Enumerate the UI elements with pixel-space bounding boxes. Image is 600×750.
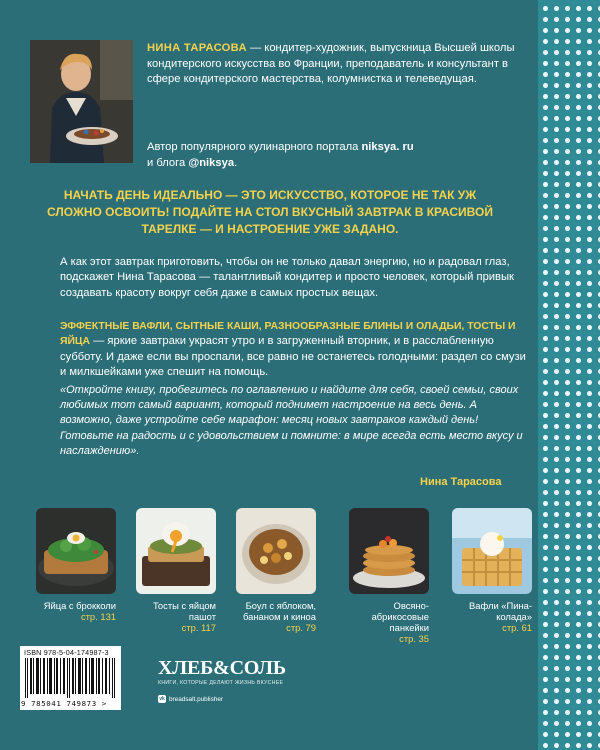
dish-card	[136, 508, 216, 633]
dish-photo-poached-egg-toast	[136, 508, 216, 594]
dish-caption	[36, 600, 116, 622]
dish-title: Овсяно-абрикосовые панкейки	[371, 600, 429, 633]
barcode-bars	[25, 658, 116, 698]
dish-card	[349, 508, 429, 644]
author-name: НИНА ТАРАСОВА	[147, 42, 247, 54]
dish-caption	[452, 600, 532, 633]
author-bio-text: — кондитер-художник, выпускница Высшей школы кондитерского искусства во Франции, преподаватель и консультант в сфере кондитерского мастерства, колумнистка и телеведущая.	[147, 42, 515, 85]
dish-page: стр. 61	[502, 622, 532, 633]
barcode-number: 9 785041 749873 >	[21, 699, 107, 708]
barcode	[20, 646, 121, 710]
publisher-site	[158, 695, 223, 703]
dish-title: Боул с яблоком, бананом и киноа	[243, 600, 316, 622]
dish-card	[452, 508, 532, 633]
dish-caption	[136, 600, 216, 633]
blog-suffix: .	[234, 156, 238, 169]
dish-card	[236, 508, 316, 633]
portal-prefix: Автор популярного кулинарного портала	[147, 141, 359, 153]
dish-caption	[236, 600, 316, 633]
portal-site: niksya. ru	[361, 141, 414, 153]
dish-photo-eggs-broccoli	[36, 508, 116, 594]
publisher-site-text: breadsalt.publisher	[169, 695, 223, 703]
description-paragraph-1: А как этот завтрак приготовить, чтобы он не только давал энергию, но и радовал глаз, подскажет Нина Тарасова — талантливый кондитер и просто человек, который привык создавать красоту вокруг себя даже в самых простых вещах.	[60, 256, 514, 299]
dish-caption	[349, 600, 429, 644]
author-quote: «Откройте книгу, пробегитесь по оглавлению и найдите для себя, своей семьи, своих любимых тот самый вариант, который поднимет настроение на весь день. А возможно, даже устройте себе марафон: месяц новых завтраков каждый день! Готовьте на радость и с удовольствием и помните: в мире всегда есть место вкусу и наслаждению».	[60, 384, 523, 457]
dish-page: стр. 79	[286, 622, 316, 633]
dish-title: Яйца с брокколи	[43, 600, 116, 611]
dish-photo-oat-apricot-pancakes	[349, 508, 429, 594]
dish-page: стр. 35	[399, 633, 429, 644]
dish-photo-apple-banana-quinoa-bowl	[236, 508, 316, 594]
dish-photo-pina-colada-waffles	[452, 508, 532, 594]
paragraph-2-highlight: ЭФФЕКТНЫЕ ВАФЛИ, СЫТНЫЕ КАШИ, РАЗНООБРАЗНЫЕ БЛИНЫ И ОЛАДЬИ, ТОСТЫ И ЯЙЦА	[60, 321, 516, 348]
blog-handle: @niksya	[188, 156, 235, 169]
description-paragraph-2	[60, 319, 530, 381]
dish-page: стр. 117	[181, 622, 216, 633]
publisher-tagline: КНИГИ, КОТОРЫЕ ДЕЛАЮТ ЖИЗНЬ ВКУСНЕЕ	[158, 680, 284, 686]
isbn-text: ISBN 978-5-04-174987-3	[24, 648, 109, 657]
dish-card	[36, 508, 116, 622]
signature: Нина Тарасова	[420, 476, 502, 488]
author-portal	[147, 140, 517, 171]
blog-prefix: и блога	[147, 156, 186, 169]
author-bio	[147, 41, 522, 88]
headline: НАЧАТЬ ДЕНЬ ИДЕАЛЬНО — ЭТО ИСКУССТВО, КОТОРОЕ НЕ ТАК УЖ СЛОЖНО ОСВОИТЬ! ПОДАЙТЕ НА СТОЛ ВКУСНЫЙ ЗАВТРАК В КРАСИВОЙ ТАРЕЛКЕ — И НАСТРОЕНИЕ УЖЕ ЗАДАНО.	[47, 188, 493, 236]
dish-title: Вафли «Пина-колада»	[469, 600, 532, 622]
polka-dot-spine	[538, 0, 600, 750]
publisher-logo: ХЛЕБ&СОЛЬ	[158, 657, 286, 679]
dish-page: стр. 131	[80, 611, 116, 622]
paragraph-2-text: — яркие завтраки украсят утро и в загруженный вторник, и в расслабленную субботу. И даже если вы проспали, все равно не останетесь голодными: раздел со смузи и милкшейками уже спешит на помощь.	[60, 335, 526, 379]
dish-title: Тосты с яйцом пашот	[152, 600, 216, 622]
author-photo	[30, 40, 133, 163]
vk-icon: vk	[159, 696, 165, 702]
